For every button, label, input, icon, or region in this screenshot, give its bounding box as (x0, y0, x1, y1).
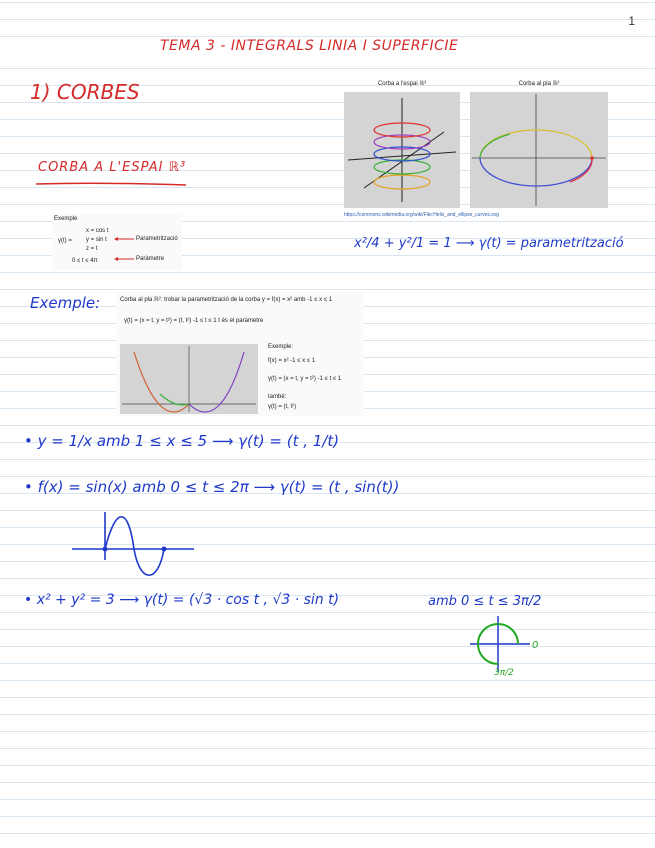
example-eq1: x = cos t (86, 228, 109, 234)
handwritten-line-3: • x² + y² = 3 ⟶ γ(t) = (√3 · cos t , √3 · sin t) (24, 592, 340, 608)
parabola-plot (120, 344, 258, 414)
subsection-heading: CORBA A L'ESPAI ℝ³ (38, 160, 187, 175)
parabola-side-5: γ(t) = (t, t²) (268, 404, 297, 410)
example-arrows (52, 214, 182, 270)
figure-2d-curve (470, 80, 608, 210)
figure-caption: Corba al pla ℝ² (518, 81, 560, 87)
parabola-side-1: Exemple: (268, 344, 294, 350)
circle-label-end: 3π/2 (494, 668, 514, 678)
example-box (52, 214, 182, 270)
example-eq2: y = sin t (86, 237, 107, 243)
figure-caption: Corba a l'espai ℝ³ (377, 81, 427, 87)
parabola-side-3: γ(t) = (x = t, y = t²) -1 ≤ t ≤ 1 (268, 376, 342, 382)
figure-source-link[interactable]: https://commons.wikimedia.org/wiki/File:Helix_and_ellipse_curves.svg (344, 212, 500, 218)
page-title: TEMA 3 - INTEGRALS LINIA I SUPERFICIE (160, 38, 459, 54)
example-gamma: γ(t) = (58, 238, 72, 244)
label-parametritzacio: Parametrització (136, 236, 178, 242)
parabola-side-2: f(x) = x² -1 ≤ x ≤ 1 (268, 358, 316, 364)
exemple-label: Exemple: (30, 294, 101, 312)
example-box-label: Exemple (54, 216, 78, 222)
helix-plot (344, 92, 460, 208)
page-number: 1 (628, 14, 635, 28)
underline (36, 180, 196, 188)
figure-3d-curve (344, 80, 460, 210)
handwritten-line-1: • y = 1/x amb 1 ≤ x ≤ 5 ⟶ γ(t) = (t , 1/t) (24, 432, 340, 450)
sine-sketch (72, 512, 202, 582)
circle-label-zero: 0 (532, 640, 539, 651)
example-eq3: z = t (86, 246, 98, 252)
exemple-text1: Corba al pla ℝ²: trobar la parametrització de la corba y = f(x) = x² amb -1 ≤ x ≤ 1 (120, 297, 333, 303)
section-heading: 1) CORBES (30, 80, 140, 104)
exemple-text2: γ(t) = (x = t, y = t²) = (t, t²) -1 ≤ t ≤ 1 t és el paràmetre (124, 318, 264, 324)
exemple-box (116, 292, 364, 416)
ellipse-plot (470, 92, 608, 208)
handwritten-line-2: • f(x) = sin(x) amb 0 ≤ t ≤ 2π ⟶ γ(t) = (t , sin(t)) (24, 478, 400, 496)
example-range: 0 ≤ t ≤ 4π (72, 258, 98, 264)
handwritten-line-3-range: amb 0 ≤ t ≤ 3π/2 (428, 594, 542, 609)
label-parametre: Paràmetre (136, 256, 165, 262)
parabola-side-4: també: (268, 394, 287, 400)
ellipse-equation: x²/4 + y²/1 = 1 ⟶ γ(t) = parametrització (354, 236, 624, 251)
